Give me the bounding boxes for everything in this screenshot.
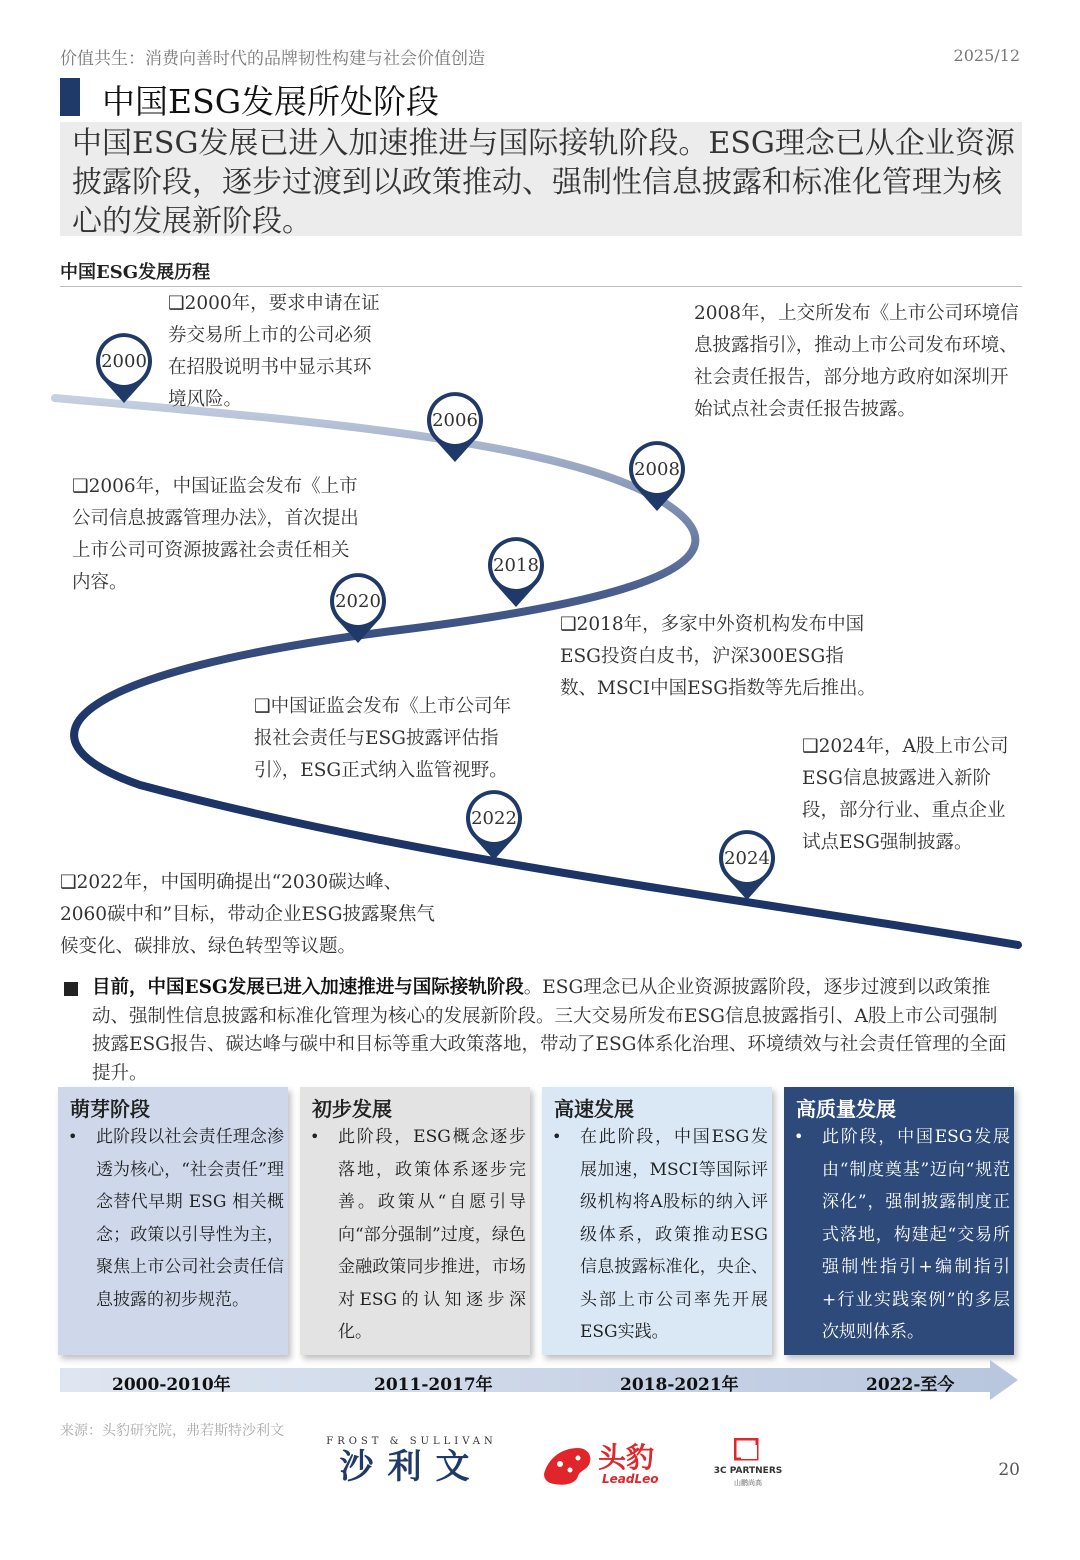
pin-year-label: 2024 bbox=[724, 848, 770, 869]
period-label-3: 2018-2021年 bbox=[620, 1375, 739, 1395]
stage-card-4 bbox=[784, 1087, 1014, 1355]
note-2020: ❑中国证监会发布《上市公司年报社会责任与ESG披露评估指引》，ESG正式纳入监管视野。 bbox=[254, 696, 512, 781]
pin-year-label: 2000 bbox=[101, 351, 147, 372]
leopard-icon bbox=[540, 1440, 594, 1488]
source-note: 来源：头豹研究院，弗若斯特沙利文 bbox=[60, 1423, 284, 1439]
frost-sullivan-logo bbox=[314, 1436, 509, 1492]
bullet-rest: 。ESG理念已从企业资源披露阶段，逐步过渡到以政策推动、强制性信息披露和标准化管理为核心的发展新阶段。三大交易所发布ESG信息披露指引、A股上市公司强制披露ESG报告、碳达峰与碳中和目标等重大政策落地，带动了ESG体系化治理、环境绩效与社会责任管理的全面提升。 bbox=[92, 977, 1007, 1084]
pin-year-label: 2018 bbox=[493, 555, 539, 576]
leadleo-logo bbox=[540, 1436, 665, 1492]
timeline-pin-2008 bbox=[629, 441, 685, 511]
pin-year-label: 2020 bbox=[335, 591, 381, 612]
stage-body: 此阶段以社会责任理念渗透为核心，“社会责任”理念替代早期 ESG 相关概念；政策以引导性为主，聚焦上市公司社会责任信息披露的初步规范。 bbox=[96, 1127, 284, 1310]
timeline-pin-2018 bbox=[488, 537, 544, 607]
stage-body: 此阶段，ESG概念逐步落地，政策体系逐步完善。政策从“自愿引导向“部分强制”过度，绿色金融政策同步推进，市场对ESG的认知逐步深化。 bbox=[338, 1127, 526, 1342]
note-2018: ❑2018年，多家中外资机构发布中国ESG投资白皮书，沪深300ESG指数、MSCI中国ESG指数等先后推出。 bbox=[560, 614, 877, 699]
bullet-paragraph bbox=[92, 974, 1007, 1088]
3c-logo-mark-icon bbox=[734, 1438, 760, 1462]
3c-partners-logo bbox=[708, 1438, 788, 1488]
page-number: 20 bbox=[998, 1460, 1020, 1480]
pin-year-label: 2006 bbox=[432, 410, 478, 431]
timeline-pin-2000 bbox=[96, 333, 152, 403]
bullet-dot-icon: • bbox=[68, 1127, 78, 1146]
stage-title: 高质量发展 bbox=[796, 1097, 896, 1121]
timeline-pin-2006 bbox=[427, 392, 483, 462]
bullet-bold-lead: 目前，中国ESG发展已进入加速推进与国际接轨阶段 bbox=[92, 977, 524, 998]
stage-title: 萌芽阶段 bbox=[70, 1097, 150, 1121]
period-label-4: 2022-至今 bbox=[866, 1375, 955, 1395]
report-date: 2025/12 bbox=[953, 46, 1020, 65]
stage-title: 高速发展 bbox=[554, 1097, 634, 1121]
bullet-square bbox=[64, 982, 78, 996]
frost-logo-cn: 沙利文 bbox=[339, 1447, 484, 1487]
timeline-pin-2024 bbox=[719, 830, 775, 900]
stage-title: 初步发展 bbox=[312, 1097, 392, 1121]
pin-year-label: 2022 bbox=[471, 808, 517, 829]
stage-body: 此阶段，中国ESG发展由“制度奠基”迈向“规范深化”，强制披露制度正式落地，构建起“交易所强制性指引+编制指引+行业实践案例”的多层次规则体系。 bbox=[822, 1127, 1010, 1342]
note-2024: ❑2024年，A股上市公司ESG信息披露进入新阶段，部分行业、重点企业试点ESG强制披露。 bbox=[802, 736, 1009, 853]
note-2006: ❑2006年，中国证监会发布《上市公司信息披露管理办法》，首次提出上市公司可资源披露社会责任相关内容。 bbox=[72, 476, 359, 593]
3c-logo-en: 3C PARTNERS bbox=[713, 1466, 783, 1476]
stage-card-2 bbox=[300, 1087, 530, 1355]
section-label: 中国ESG发展历程 bbox=[60, 262, 211, 283]
stage-card-1 bbox=[58, 1087, 288, 1355]
note-2022: ❑2022年，中国明确提出“2030碳达峰、2060碳中和”目标，带动企业ESG披露聚焦气候变化、碳排放、绿色转型等议题。 bbox=[60, 872, 435, 957]
note-2000: ❑2000年，要求申请在证券交易所上市的公司必须在招股说明书中显示其环境风险。 bbox=[168, 293, 380, 410]
leadleo-logo-cn: 头豹 bbox=[598, 1441, 655, 1474]
bullet-dot-icon: • bbox=[794, 1127, 804, 1146]
bullet-dot-icon: • bbox=[552, 1127, 562, 1146]
frost-logo-text: FROST & SULLIVAN bbox=[326, 1436, 497, 1447]
pin-year-label: 2008 bbox=[634, 459, 680, 480]
page-title: 中国ESG发展所处阶段 bbox=[102, 82, 440, 121]
report-title: 价值共生：消费向善时代的品牌韧性构建与社会价值创造 bbox=[60, 49, 485, 69]
period-label-2: 2011-2017年 bbox=[374, 1375, 493, 1395]
bullet-dot-icon: • bbox=[310, 1127, 320, 1146]
note-2008: 2008年，上交所发布《上市公司环境信息披露指引》，推动上市公司发布环境、社会责任报告，部分地方政府如深圳开始试点社会责任报告披露。 bbox=[694, 303, 1019, 420]
summary-text: 中国ESG发展已进入加速推进与国际接轨阶段。ESG理念已从企业资源披露阶段，逐步过渡到以政策推动、强制性信息披露和标准化管理为核心的发展新阶段。 bbox=[72, 126, 1015, 239]
3c-logo-cn: 山鹏尚高 bbox=[734, 1479, 762, 1487]
stage-body: 在此阶段，中国ESG发展加速，MSCI等国际评级机构将A股标的纳入评级体系，政策推动ESG信息披露标准化，央企、头部上市公司率先开展ESG实践。 bbox=[580, 1127, 768, 1342]
timeline-pin-2022 bbox=[466, 790, 522, 860]
leadleo-logo-en: LeadLeo bbox=[602, 1472, 659, 1486]
stage-card-3 bbox=[542, 1087, 772, 1355]
period-label-1: 2000-2010年 bbox=[112, 1375, 231, 1395]
